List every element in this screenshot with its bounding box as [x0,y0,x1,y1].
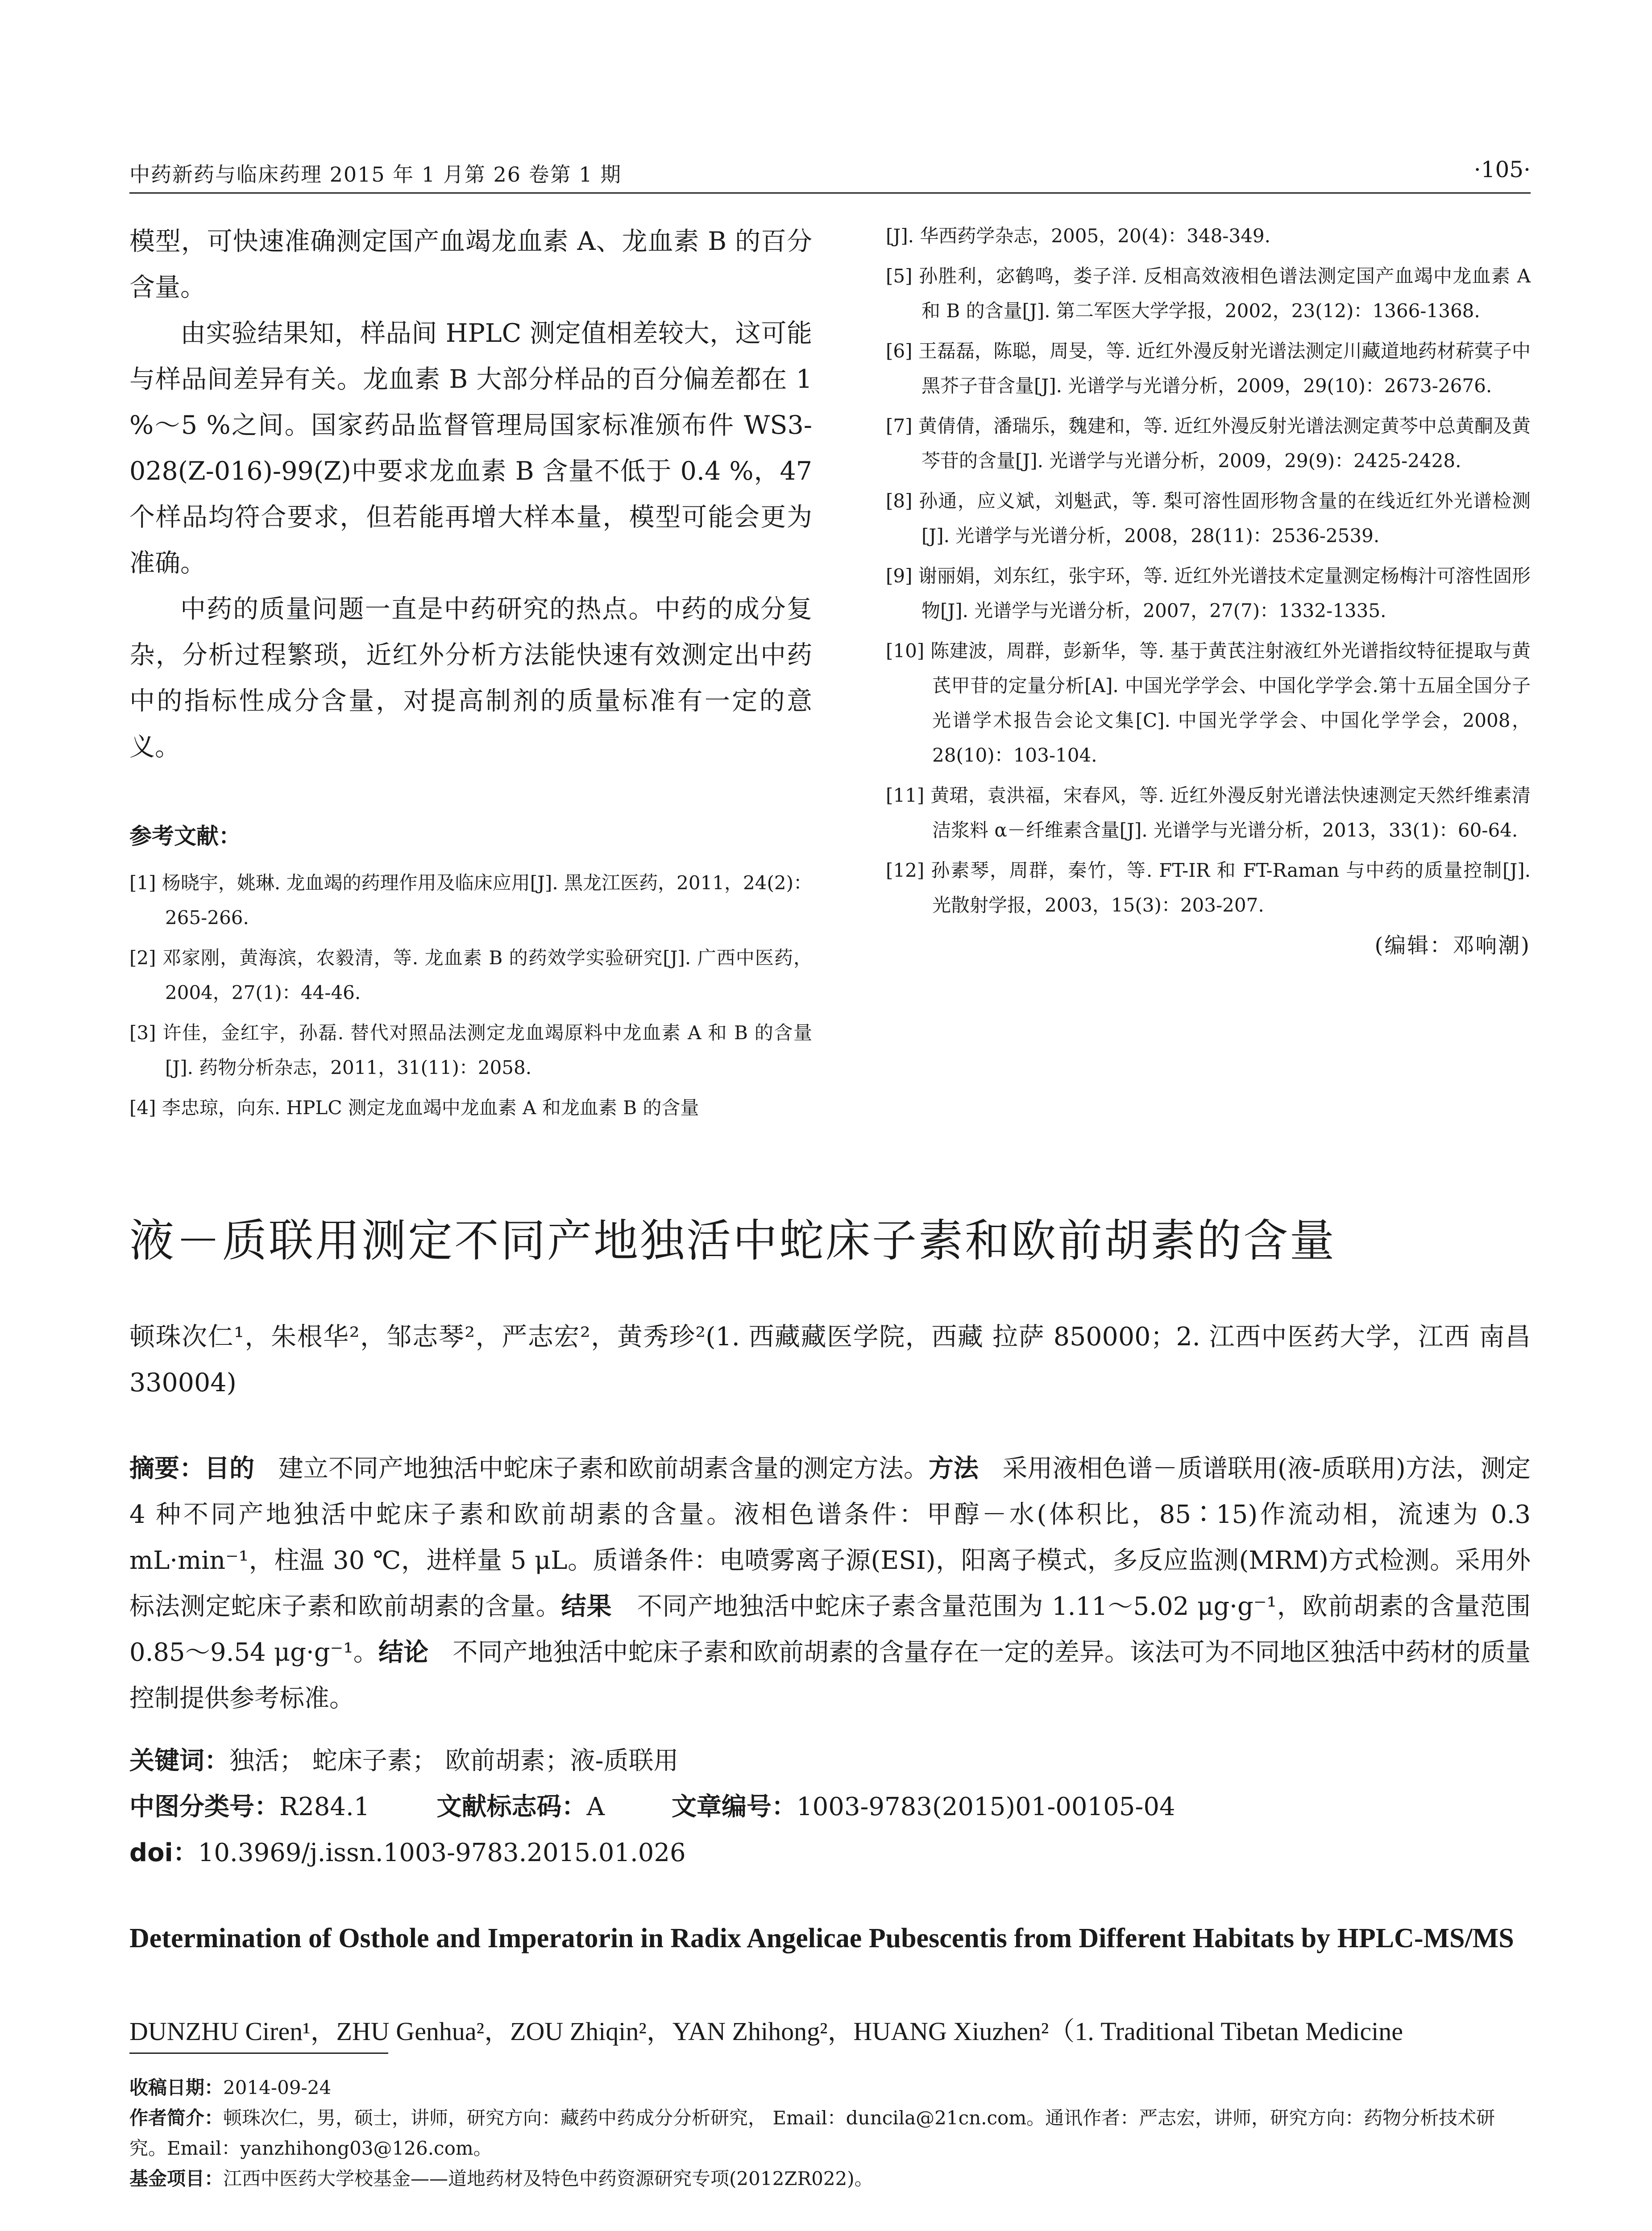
fund-info: 江西中医药大学校基金——道地药材及特色中药资源研究专项(2012ZR022)。 [223,2168,873,2190]
reference-item: [3] 许佳，金红宇，孙磊. 替代对照品法测定龙血竭原料中龙血素 A 和 B 的含量[J]. 药物分析杂志，2011，31(11)：2058. [129,1022,812,1078]
article-id-value: 1003-9783(2015)01-00105-04 [796,1792,1175,1821]
footnotes [129,2073,1531,2194]
results-text: 不同产地独活中蛇床子素含量范围为 1.11～5.02 μg·g⁻¹，欧前胡素的含量范围 0.85～9.54 μg·g⁻¹。 [129,1592,1531,1667]
english-title: Determination of Osthole and Imperatorin in Radix Angelicae Pubescentis from Different Habitats by HPLC-MS/MS [129,1923,1514,1953]
author-info-label: 作者简介： [129,2107,224,2129]
body-paragraph: 中药的质量问题一直是中药研究的热点。中药的成分复杂，分析过程繁琐，近红外分析方法能快速有效测定出中药中的指标性成分含量，对提高制剂的质量标准有一定的意义。 [129,594,812,762]
doc-code-label: 文献标志码： [436,1792,587,1821]
article-title: 液－质联用测定不同产地独活中蛇床子素和欧前胡素的含量 [129,1215,1336,1267]
methods-label: 方法 [928,1454,979,1483]
left-column [129,219,812,1131]
article-id-label: 文章编号： [671,1792,797,1821]
references-heading: 参考文献： [129,823,241,849]
reference-item: [2] 邓家刚，黄海滨，农毅清，等. 龙血素 B 的药效学实验研究[J]. 广西中医药，2004，27(1)：44-46. [129,947,812,1004]
keywords-line [129,1741,1531,1777]
reference-item: [5] 孙胜利，宓鹤鸣，娄子洋. 反相高效液相色谱法测定国产血竭中龙血素 A 和 B 的含量[J]. 第二军医大学学报，2002，23(12)：1366-1368. [886,265,1531,322]
abstract [129,1446,1531,1721]
received-date: 2014-09-24 [223,2077,332,2098]
keywords: 独活； 蛇床子素； 欧前胡素；液-质联用 [229,1746,679,1775]
classification-line [129,1787,1531,1823]
reference-item: [12] 孙素琴，周群，秦竹，等. FT-IR 和 FT-Raman 与中药的质量控制[J]. 光散射学报，2003，15(3)：203-207. [886,859,1531,916]
doi-line [129,1833,1531,1869]
reference-item: [1] 杨晓宇，姚琳. 龙血竭的药理作用及临床应用[J]. 黑龙江医药，2011，24(2)：265-266. [129,872,812,929]
body-paragraph: 模型，可快速准确测定国产血竭龙血素 A、龙血素 B 的百分含量。 [129,227,812,302]
fund-label: 基金项目： [129,2168,224,2190]
editor-note: (编辑：邓响潮) [1374,933,1531,958]
author-info: 顿珠次仁，男，硕士，讲师，研究方向：藏药中药成分分析研究， Email：duncila@21cn.com。通讯作者：严志宏，讲师，研究方向：药物分析技术研究。Email：yanzhihong03@126.com。 [129,2107,1495,2159]
author-info-note [129,2103,1531,2164]
received-label: 收稿日期： [129,2077,224,2098]
reference-item: [J]. 华西药学杂志，2005，20(4)：348-349. [886,225,1271,247]
reference-item: [4] 李忠琼，向东. HPLC 测定龙血竭中龙血素 A 和龙血素 B 的含量 [129,1097,699,1119]
methods-text: 采用液相色谱－质谱联用(液-质联用)方法，测定 4 种不同产地独活中蛇床子素和欧前胡素的含量。液相色谱条件：甲醇－水(体积比，85∶15)作流动相，流速为 0.3 mL·min⁻¹，柱温 30 ℃，进样量 5 μL。质谱条件：电喷雾离子源(ESI)，阳离子模式，多反应监测(MRM)方式检测。采用外标法测定蛇床子素和欧前胡素的含量。 [129,1454,1531,1621]
keywords-label: 关键词： [129,1746,229,1775]
doi-label: doi： [129,1838,198,1867]
doc-code-value: A [586,1792,605,1821]
conclusion-text: 不同产地独活中蛇床子素和欧前胡素的含量存在一定的差异。该法可为不同地区独活中药材的质量控制提供参考标准。 [129,1638,1531,1713]
abstract-label: 摘要： [129,1454,205,1483]
reference-item: [8] 孙通，应义斌，刘魁武，等. 梨可溶性固形物含量的在线近红外光谱检测[J]. 光谱学与光谱分析，2008，28(11)：2536-2539. [886,490,1531,547]
right-column [886,219,1531,959]
reference-item: [11] 黄珺，袁洪福，宋春风，等. 近红外漫反射光谱法快速测定天然纤维素清洁浆料 α－纤维素含量[J]. 光谱学与光谱分析，2013，33(1)：60-64. [886,784,1531,841]
objective-label: 目的 [204,1454,255,1483]
fund-note [129,2164,1531,2194]
footnote-rule [129,2053,388,2054]
conclusion-label: 结论 [378,1638,429,1667]
received-date-note [129,2073,1531,2103]
page-number: ·105· [1474,157,1531,182]
results-label: 结果 [561,1592,612,1621]
objective-text: 建立不同产地独活中蛇床子素和欧前胡素含量的测定方法。 [278,1454,929,1483]
journal-issue: 中药新药与临床药理 2015 年 1 月第 26 卷第 1 期 [129,162,622,187]
reference-item: [9] 谢丽娟，刘东红，张宇环，等. 近红外光谱技术定量测定杨梅汁可溶性固形物[J]. 光谱学与光谱分析，2007，27(7)：1332-1335. [886,565,1531,622]
running-header [129,154,1531,190]
clc-label: 中图分类号： [129,1792,279,1821]
clc-value: R284.1 [279,1792,370,1821]
body-paragraph: 由实验结果知，样品间 HPLC 测定值相差较大，这可能与样品间差异有关。龙血素 B 大部分样品的百分偏差都在 1 %～5 %之间。国家药品监督管理局国家标准颁布件 WS3-028(Z-016)-99(Z)中要求龙血素 B 含量不低于 0.4 %，47 个样品均符合要求，但若能再增大样本量，模型可能会更为准确。 [129,319,812,578]
header-rule [129,192,1531,194]
reference-item: [7] 黄倩倩，潘瑞乐，魏建和，等. 近红外漫反射光谱法测定黄芩中总黄酮及黄芩苷的含量[J]. 光谱学与光谱分析，2009，29(9)：2425-2428. [886,415,1531,472]
doi-value: 10.3969/j.issn.1003-9783.2015.01.026 [198,1838,686,1867]
authors-affiliations: 顿珠次仁¹，朱根华²，邹志琴²，严志宏²，黄秀珍²(1. 西藏藏医学院，西藏 拉萨 850000；2. 江西中医药大学，江西 南昌 330004) [129,1322,1531,1397]
english-authors: DUNZHU Ciren¹，ZHU Genhua²，ZOU Zhiqin²，YAN Zhihong²，HUANG Xiuzhen²（1. Traditional Tibetan Medicine [129,2017,1403,2046]
reference-item: [6] 王磊磊，陈聪，周旻，等. 近红外漫反射光谱法测定川藏道地药材菥蓂子中黑芥子苷含量[J]. 光谱学与光谱分析，2009，29(10)：2673-2676. [886,340,1531,397]
reference-item: [10] 陈建波，周群，彭新华，等. 基于黄芪注射液红外光谱指纹特征提取与黄芪甲苷的定量分析[A]. 中国光学学会、中国化学学会.第十五届全国分子光谱学术报告会论文集[C]. 中国光学学会、中国化学学会，2008，28(10)：103-104. [886,640,1531,766]
